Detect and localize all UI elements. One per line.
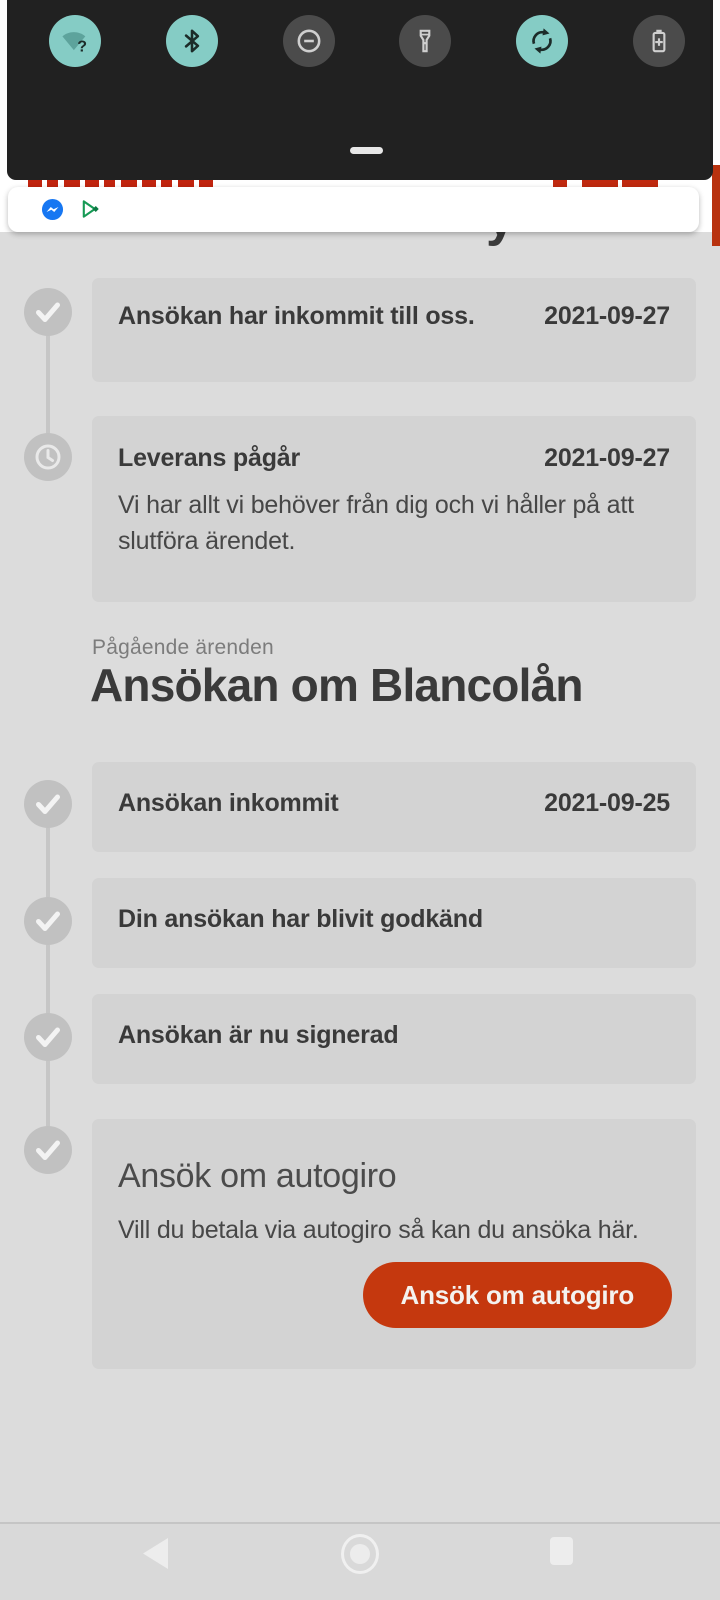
hidden-heading-fragment [468, 232, 532, 249]
status-card [92, 762, 696, 852]
battery-saver-icon [644, 26, 674, 56]
check-circle-icon [24, 1013, 72, 1061]
auto-rotate-tile[interactable] [516, 15, 568, 67]
battery-saver-tile[interactable] [633, 15, 685, 67]
recents-button[interactable] [550, 1537, 573, 1565]
app-suggestion-bar[interactable] [8, 187, 699, 232]
status-card [92, 416, 696, 602]
shade-drag-handle[interactable] [350, 147, 383, 154]
check-circle-icon [24, 897, 72, 945]
header-icon-fragment [553, 179, 567, 187]
quick-settings-shade [7, 0, 713, 180]
back-button[interactable] [142, 1537, 169, 1570]
autogiro-card [92, 1119, 696, 1369]
check-circle-icon [24, 780, 72, 828]
wifi-question-icon [59, 25, 91, 57]
status-title: Ansökan inkommit [118, 789, 339, 817]
status-title: Ansökan är nu signerad [118, 1021, 399, 1049]
bluetooth-icon [177, 26, 207, 56]
header-icon-fragment [582, 179, 618, 187]
home-button-inner [350, 1544, 370, 1564]
home-button[interactable] [341, 1534, 379, 1574]
flashlight-icon [410, 26, 440, 56]
status-title: Din ansökan har blivit godkänd [118, 905, 483, 933]
apply-autogiro-button[interactable]: Ansök om autogiro [363, 1262, 673, 1328]
section-label: Pågående ärenden [92, 636, 274, 659]
clock-circle-icon [24, 433, 72, 481]
status-date: 2021-09-27 [544, 444, 670, 472]
status-title: Leverans pågår [118, 444, 301, 472]
navigation-bar [0, 1522, 720, 1600]
check-circle-icon [24, 288, 72, 336]
status-date: 2021-09-25 [544, 789, 670, 817]
header-icon-fragment [622, 179, 658, 187]
do-not-disturb-icon [294, 26, 324, 56]
status-card [92, 878, 696, 968]
status-title: Ansökan har inkommit till oss. [118, 302, 475, 330]
flashlight-tile[interactable] [399, 15, 451, 67]
app-logo-clipped [28, 179, 216, 187]
status-body: Vi har allt vi behöver från dig och vi håller på att slutföra ärendet. [118, 491, 634, 555]
svg-text:?: ? [77, 38, 88, 56]
google-play-icon[interactable] [79, 198, 102, 221]
page-title: Ansökan om Blancolån [90, 659, 583, 711]
card-body: Vill du betala via autogiro så kan du ansöka här. [118, 1216, 639, 1244]
status-card [92, 278, 696, 382]
wifi-tile[interactable] [49, 15, 101, 67]
auto-rotate-icon [527, 26, 557, 56]
status-date: 2021-09-27 [544, 302, 670, 330]
page-scrollbar[interactable] [712, 165, 720, 246]
card-title: Ansök om autogiro [118, 1157, 397, 1195]
bluetooth-tile[interactable] [166, 15, 218, 67]
status-card [92, 994, 696, 1084]
timeline-connector [46, 804, 50, 1150]
check-circle-icon [24, 1126, 72, 1174]
do-not-disturb-tile[interactable] [283, 15, 335, 67]
messenger-icon[interactable] [41, 198, 64, 221]
